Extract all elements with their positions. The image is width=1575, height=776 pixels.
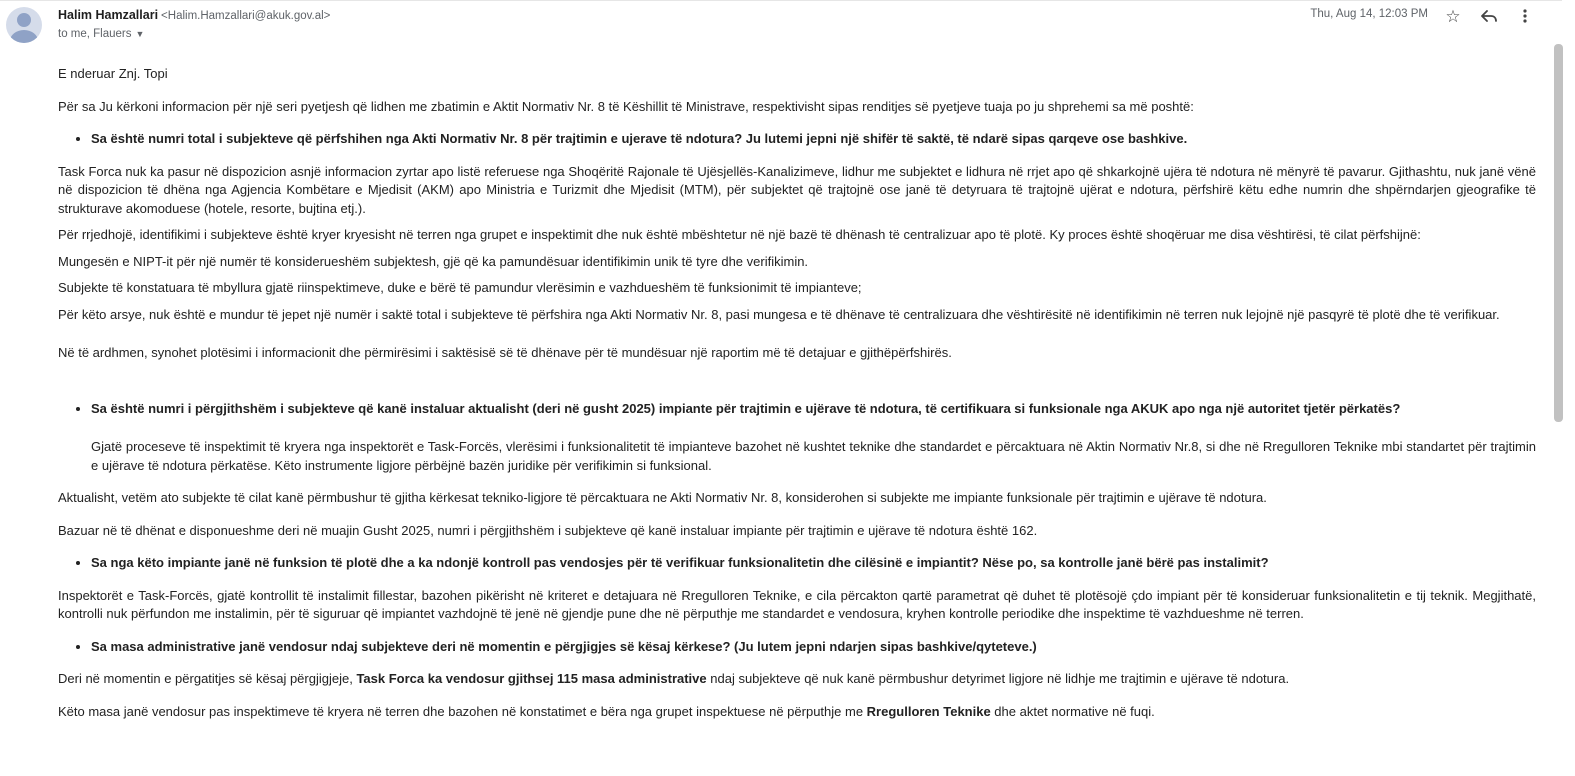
sender-name[interactable]: Halim Hamzallari [58,8,159,22]
answer-1-paragraph-1: Task Forca nuk ka pasur në dispozicion asnjë informacion zyrtar apo listë referuese nga Shoqëritë Rajonale të Ujësjellës-Kanalizimeve, lidhur me subjektet e lidhura në rrjet apo që shkarkojnë ujëra të ndotura në mënyrë të pavarur. Gjithashtu, nuk janë vënë në dispozicion të dhëna nga Agjencia Kombëtare e Mjedisit (AKM) apo Ministria e Turizmit dhe Mjedisit (MTM), për subjektet që trajtojnë ose janë të detyruara të trajtojnë ujërat e ndotura, përfshirë këtu edhe numrin dhe shpërndarjen gjeografike të strukturave akomoduese (hotele, resorte, bujtina etj.). [58,163,1536,216]
email-timestamp: Thu, Aug 14, 12:03 PM [1310,8,1428,20]
answer-4-text-c: ndaj subjekteve që nuk kanë përmbushur detyrimet ligjore në lidhje me trajtimin e ujërave të ndotura. [706,671,1290,686]
question-2: • Sa është numri i përgjithshëm i subjekteve që kanë instaluar aktualisht (deri në gusht 2025) impiante për trajtimin e ujërave të ndotura, të certifikuara si funksionale nga AKUK apo nga një autoritet tjetër përkatës? [91,400,1536,419]
answer-2-paragraph-1: Gjatë proceseve të inspektimit të kryera nga inspektorët e Task-Forcës, vlerësimi i funksionalitetit të impianteve bazohet në kushtet teknike dhe standardet e përcaktuara në Aktin Normativ Nr.8, si dhe në Rregulloren Teknike mbi standartet për trajtimin e ujërave të ndotura përkatëse. Këto instrumente ligjore përbëjnë bazën juridike për verifikimin si funksional. [91,439,1536,473]
sender-avatar[interactable] [6,7,42,43]
question-list-3 [58,554,1536,573]
chevron-down-icon[interactable]: ▼ [135,29,145,39]
reply-icon[interactable] [1478,5,1500,27]
answer-1-paragraph-2: Për rrjedhojë, identifikimi i subjekteve është kryer kryesisht në terren nga grupet e inspektimit dhe nuk është mbështetur në një bazë të dhënash të centralizuar apo të plotë. Ky proces është shoqëruar me disa vështirësi, të cilat përfshijnë: [58,227,1421,242]
answer-4-p2-highlight: Rregulloren Teknike [866,703,991,719]
answer-4-highlight: Task Forca ka vendosur gjithsej 115 masa administrative [356,671,707,686]
question-list-4 [58,638,1536,657]
email-body [58,65,1536,721]
answer-4-p2-text-c: dhe aktet normative në fuqi. [990,703,1155,719]
answer-1-paragraph-6: Në të ardhmen, synohet plotësimi i informacionit dhe përmirësimi i saktësisë së të dhënave për të mundësuar një raportim më të detajuar e gjithëpërfshirës. [58,345,952,360]
answer-1-paragraph-3: Mungesën e NIPT-it për një numër të konsiderueshëm subjektesh, gjë që ka pamundësuar identifikimin unik të tyre dhe verifikimin. [58,253,809,269]
answer-4-paragraph-1 [58,670,1536,689]
answer-3-paragraph-1: Inspektorët e Task-Forcës, gjatë kontrollit të instalimit fillestar, bazohen pikërisht në kriteret e detajuara në Rregulloren Teknike, e cila përcakton qartë parametrat që duhet të plotësojë çdo impiant për të konsideruar funksionalitetin e tij teknik. Megjithatë, kontrolli nuk përfundon me instalimin, për të siguruar që impiantet vazhdojnë të jenë në gjendje pune dhe në përputhje me standardet e vendosura, kryhen kontrolle periodike dhe inspektime të vazhdueshme në terren. [58,587,1536,621]
reply-arrow-glyph [1481,9,1497,23]
intro-paragraph: Për sa Ju kërkoni informacion për një seri pyetjesh që lidhen me zbatimin e Aktit Normativ Nr. 8 të Këshillit të Ministrave, respektivisht sipas renditjes së pyetjeve tuaja po ju shprehemi sa më poshtë: [58,98,1194,114]
more-dots-glyph [1523,9,1527,23]
answer-4-p2-text-a: Këto masa janë vendosur pas inspektimeve të kryera në terren dhe bazohen në konstatimet e bëra nga grupet inspektuese në përputhje me [58,703,867,719]
recipients: to me, Flauers [58,28,132,40]
question-list-2 [58,400,1536,419]
question-4: • Sa masa administrative janë vendosur ndaj subjekteve deri në momentin e përgjigjes së kësaj kërkese? (Ju lutem jepni ndarjen sipas bashkive/qyteteve.) [91,638,1536,657]
question-1: • Sa është numri total i subjekteve që përfshihen nga Akti Normativ Nr. 8 për trajtimin e ujerave të ndotura? Ju lutemi jepni një shifër të saktë, të ndarë sipas qarqeve ose bashkive. [91,130,1536,149]
scrollbar-track[interactable] [1562,0,1575,776]
answer-1-paragraph-5: Për këto arsye, nuk është e mundur të jepet një numër i saktë total i subjekteve të përfshira nga Akti Normativ Nr. 8, pasi mungesa e të dhënave të centralizuara dhe vështirësitë në identifikimin në terren nuk lejojnë një pasqyrë të plotë dhe të verifikuar. [58,306,1500,322]
more-vertical-icon[interactable] [1514,5,1536,27]
greeting: E nderuar Znj. Topi [58,66,168,81]
answer-4-text-a: Deri në momentin e përgatitjes së kësaj përgjigjeje, [58,671,357,686]
recipients-line[interactable] [58,26,1548,43]
scrollbar-thumb[interactable] [1554,44,1563,422]
question-3: • Sa nga këto impiante janë në funksion të plotë dhe a ka ndonjë kontroll pas vendosjes për të verifikuar funksionalitetin dhe cilësinë e impiantit? Nëse po, sa kontrolle janë bërë pas instalimit? [91,554,1536,573]
answer-2-paragraph-2: Aktualisht, vetëm ato subjekte të cilat kanë përmbushur të gjitha kërkesat tekniko-ligjore të përcaktuara ne Akti Normativ Nr. 8, konsiderohen si subjekte me impiante funksionale për trajtimin e ujërave të ndotura. [58,490,1267,505]
person-avatar-icon [17,13,31,27]
person-avatar-body [10,30,38,43]
sender-email: <Halim.Hamzallari@akuk.gov.al> [161,10,331,22]
question-list-1 [58,130,1536,149]
top-divider [0,0,1575,1]
star-icon[interactable]: ☆ [1445,6,1461,26]
email-header [58,7,1548,47]
answer-1-paragraph-4: Subjekte të konstatuara të mbyllura gjatë riinspektimeve, duke e bërë të pamundur vlerësimin e vazhdueshëm të funksionimit të impianteve; [58,280,862,295]
answer-2-paragraph-3: Bazuar në të dhënat e disponueshme deri në muajin Gusht 2025, numri i përgjithshëm i subjekteve që kanë instaluar impiante për trajtimin e ujërave të ndotura është 162. [58,522,1038,538]
answer-4-paragraph-2 [58,703,1536,722]
